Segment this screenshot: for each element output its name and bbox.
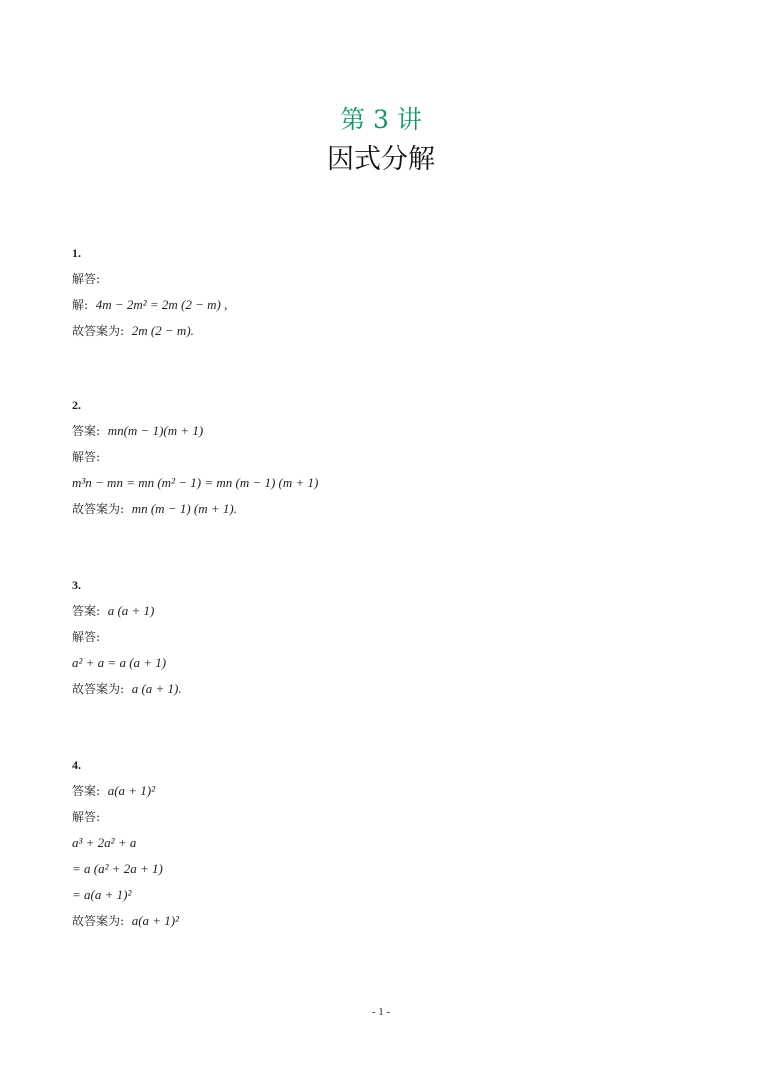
line-label: 故答案为: [72,502,125,516]
solution-label-line [72,630,182,656]
math-expression: = a (a² + 2a + 1) [72,861,163,876]
line-label: 解答: [72,630,101,644]
line-label: 解答: [72,450,101,464]
answer-line [72,784,179,810]
final-answer-line [72,502,318,528]
problem-1 [72,246,227,350]
solution-step-line [72,476,318,502]
answer-line [72,424,318,450]
line-label: 答案: [72,784,101,798]
answer-line [72,604,182,630]
line-label: 解: [72,298,89,312]
math-expression: mn(m − 1)(m + 1) [107,423,204,438]
problem-2 [72,398,318,528]
solution-step-line [72,888,179,914]
math-expression: 2m (2 − m). [131,323,194,338]
page-number: - 1 - [371,1006,391,1018]
math-expression: m³n − mn = mn (m² − 1) = mn (m − 1) (m + 1) [72,475,319,490]
math-expression: mn (m − 1) (m + 1). [131,501,237,516]
line-label: 故答案为: [72,324,125,338]
lecture-number: 第 3 讲 [340,105,422,134]
final-answer-line [72,324,227,350]
line-label: 解答: [72,272,101,286]
line-label: 答案: [72,424,101,438]
math-expression: a(a + 1)² [107,783,156,798]
solution-label-line [72,810,179,836]
line-label: 故答案为: [72,914,125,928]
problem-number: 2. [72,398,81,412]
math-expression: a(a + 1)² [131,913,180,928]
final-answer-line [72,682,182,708]
solution-step-line [72,298,227,324]
math-expression: a (a + 1). [131,681,182,696]
problem-4 [72,758,179,940]
problem-number: 3. [72,578,81,592]
problem-number: 4. [72,758,81,772]
problem-number: 1. [72,246,81,260]
page-title: 因式分解 [327,144,435,175]
math-expression: a (a + 1) [107,603,155,618]
line-label: 解答: [72,810,101,824]
math-expression: 4m − 2m² = 2m (2 − m) , [95,297,228,312]
solution-label-line [72,272,227,298]
solution-label-line [72,450,318,476]
math-expression: a² + a = a (a + 1) [72,655,167,670]
math-expression: = a(a + 1)² [72,887,132,902]
math-expression: a³ + 2a² + a [72,835,137,850]
final-answer-line [72,914,179,940]
problem-3 [72,578,182,708]
solution-step-line [72,656,182,682]
line-label: 故答案为: [72,682,125,696]
line-label: 答案: [72,604,101,618]
solution-step-line [72,862,179,888]
solution-step-line [72,836,179,862]
